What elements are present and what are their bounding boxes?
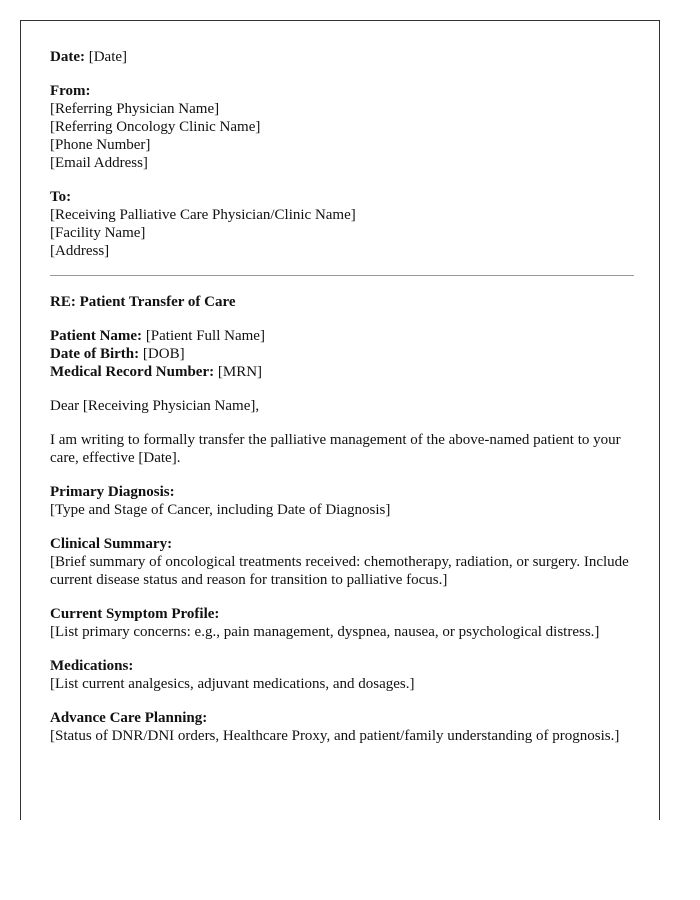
divider	[50, 275, 634, 276]
to-facility: [Facility Name]	[50, 225, 146, 241]
from-email: [Email Address]	[50, 155, 148, 171]
salutation: Dear [Receiving Physician Name],	[50, 398, 260, 414]
letter-content	[50, 48, 640, 745]
dob-label: Date of Birth:	[50, 346, 140, 362]
date-line	[50, 48, 640, 66]
medications-body: [List current analgesics, adjuvant medications, and dosages.]	[50, 676, 415, 692]
dob-value: [DOB]	[142, 346, 185, 362]
symptom-profile-body: [List primary concerns: e.g., pain management, dyspnea, nausea, or psychological distress.]	[50, 624, 600, 640]
mrn-label: Medical Record Number:	[50, 364, 215, 380]
symptom-profile-heading: Current Symptom Profile:	[50, 606, 220, 622]
advance-care-heading: Advance Care Planning:	[50, 710, 208, 726]
patient-name-line	[50, 327, 640, 345]
date-label: Date:	[50, 49, 85, 65]
from-phone: [Phone Number]	[50, 137, 151, 153]
to-address: [Address]	[50, 243, 110, 259]
advance-care-body: [Status of DNR/DNI orders, Healthcare Proxy, and patient/family understanding of prognosis.]	[50, 728, 620, 744]
primary-diagnosis-heading: Primary Diagnosis:	[50, 484, 175, 500]
date-value: [Date]	[88, 49, 128, 65]
from-physician: [Referring Physician Name]	[50, 101, 220, 117]
to-physician: [Receiving Palliative Care Physician/Clinic Name]	[50, 207, 356, 223]
patient-name-label: Patient Name:	[50, 328, 143, 344]
from-label: From:	[50, 83, 91, 99]
letter-page	[20, 20, 660, 820]
intro-paragraph: I am writing to formally transfer the palliative management of the above-named patient to your care, effective [Date].	[50, 432, 621, 466]
medications-heading: Medications:	[50, 658, 134, 674]
primary-diagnosis-body: [Type and Stage of Cancer, including Date of Diagnosis]	[50, 502, 391, 518]
from-clinic: [Referring Oncology Clinic Name]	[50, 119, 261, 135]
clinical-summary-body: [Brief summary of oncological treatments received: chemotherapy, radiation, or surgery. Include current disease status and reason for transition to palliative focus.]	[50, 554, 629, 588]
dob-line	[50, 345, 640, 363]
clinical-summary-heading: Clinical Summary:	[50, 536, 173, 552]
mrn-value: [MRN]	[217, 364, 263, 380]
patient-name-value: [Patient Full Name]	[145, 328, 265, 344]
mrn-line	[50, 363, 640, 381]
re-subject: RE: Patient Transfer of Care	[50, 294, 236, 310]
to-label: To:	[50, 189, 72, 205]
